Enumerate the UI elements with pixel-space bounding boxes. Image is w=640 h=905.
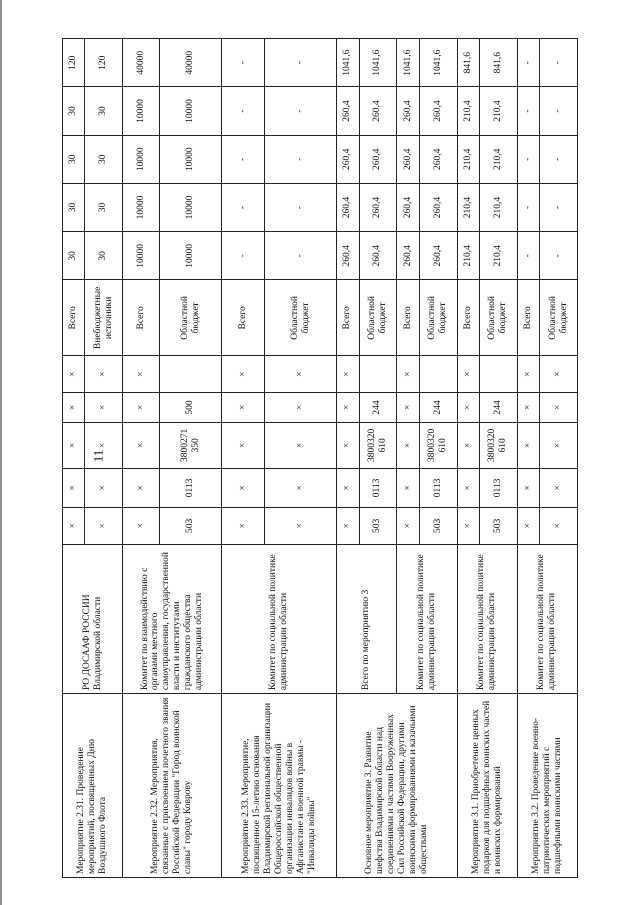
- table-cell: -: [265, 232, 337, 280]
- table-cell: ×: [63, 468, 85, 507]
- table-cell: 260,4: [359, 232, 397, 280]
- table-cell: ×: [123, 468, 160, 507]
- table-cell: Мероприятие 3.2. Проведение военно-патриотических мероприятий с подшефными воинскими частями: [517, 694, 577, 878]
- table-cell: Комитет по социальной политике администрации области: [517, 544, 577, 693]
- table-cell: ×: [265, 356, 337, 393]
- table-row: [222, 39, 265, 878]
- table-cell: 120: [63, 39, 85, 87]
- table-cell: ×: [517, 468, 539, 507]
- table-cell: ×: [265, 507, 337, 544]
- table-cell: ×: [517, 356, 539, 393]
- table-cell: Комитет по социальной политике администрации области: [457, 544, 517, 693]
- table-row: [457, 39, 479, 878]
- table-cell: 210,4: [457, 135, 479, 183]
- table-cell: 260,4: [397, 183, 419, 231]
- table-cell: ×: [540, 356, 578, 393]
- table-cell: 0113: [160, 468, 222, 507]
- table-cell: ×: [85, 422, 123, 468]
- table-cell: ×: [63, 393, 85, 423]
- table-cell: ×: [397, 468, 419, 507]
- table-cell: 30: [63, 183, 85, 231]
- table-cell: 3800320 610: [479, 422, 517, 468]
- table-row: [123, 39, 160, 878]
- table-cell: -: [222, 135, 265, 183]
- table-cell: 244: [419, 393, 457, 423]
- table-cell: Областной бюджет: [265, 280, 337, 356]
- table-cell: Областной бюджет: [419, 280, 457, 356]
- table-cell: -: [517, 135, 539, 183]
- table-cell: 120: [85, 39, 123, 87]
- table-cell: 244: [359, 393, 397, 423]
- table-cell: 10000: [123, 135, 160, 183]
- table-cell: 30: [63, 232, 85, 280]
- table-cell: 30: [85, 232, 123, 280]
- table-cell: -: [517, 87, 539, 135]
- table-cell: [160, 356, 222, 393]
- table-cell: ×: [337, 393, 359, 423]
- table-cell: Всего: [517, 280, 539, 356]
- table-cell: Мероприятие 2.32. Мероприятия, связанные с присвоением почетного звания Российской Федерации "Город воинской славы" городу Коврову: [123, 694, 222, 878]
- table-cell: ×: [540, 393, 578, 423]
- table-cell: 0113: [419, 468, 457, 507]
- table-cell: ×: [265, 468, 337, 507]
- table-cell: 210,4: [479, 135, 517, 183]
- table-cell: 500: [160, 393, 222, 423]
- table-cell: 260,4: [337, 87, 359, 135]
- table-cell: [479, 356, 517, 393]
- table-cell: ×: [517, 422, 539, 468]
- table-cell: Всего: [337, 280, 359, 356]
- table-cell: Областной бюджет: [540, 280, 578, 356]
- table-cell: Всего: [222, 280, 265, 356]
- table-cell: 260,4: [419, 87, 457, 135]
- table-cell: ×: [85, 356, 123, 393]
- table-row: [337, 39, 359, 878]
- table-cell: Внебюджетные источники: [85, 280, 123, 356]
- table-cell: 260,4: [337, 183, 359, 231]
- table-cell: 0113: [479, 468, 517, 507]
- table-cell: 260,4: [359, 135, 397, 183]
- table-cell: Мероприятие 3.1. Приобретение ценных подарков для подшефных воинских частей и воинских формирований: [457, 694, 517, 878]
- table-cell: 260,4: [419, 232, 457, 280]
- table-cell: -: [540, 39, 578, 87]
- table-cell: -: [540, 135, 578, 183]
- table-cell: -: [540, 232, 578, 280]
- table-cell: Комитет по взаимодействию с органами местного самоуправления, государственной власти и институтами гражданского общества администрации области: [123, 544, 222, 693]
- table-cell: 503: [359, 507, 397, 544]
- table-cell: ×: [540, 468, 578, 507]
- table-cell: 3800271 350: [160, 422, 222, 468]
- table-cell: ×: [85, 393, 123, 423]
- table-cell: 3800320 610: [359, 422, 397, 468]
- scan-edge: [0, 0, 2, 905]
- table-cell: 260,4: [419, 135, 457, 183]
- table-cell: ×: [337, 507, 359, 544]
- table-cell: 10000: [160, 87, 222, 135]
- table-cell: ×: [63, 356, 85, 393]
- table-cell: ×: [457, 393, 479, 423]
- table-cell: 0113: [359, 468, 397, 507]
- table-cell: ×: [85, 507, 123, 544]
- table-cell: 10000: [123, 87, 160, 135]
- table-cell: Мероприятие 2.33. Мероприятие, посвященное 15-летию основания Владимирской региональной организации Общероссийской общественной организации инвалидов войны в Афганистане и военной травмы - "Инвалиды войны": [222, 694, 337, 878]
- table-cell: ×: [222, 393, 265, 423]
- table-cell: 210,4: [457, 87, 479, 135]
- table-cell: Всего: [457, 280, 479, 356]
- table-cell: ×: [123, 422, 160, 468]
- table-cell: 244: [479, 393, 517, 423]
- table-cell: 260,4: [359, 87, 397, 135]
- table-cell: ×: [517, 393, 539, 423]
- table-cell: [419, 356, 457, 393]
- table-cell: 210,4: [479, 87, 517, 135]
- table-cell: -: [540, 183, 578, 231]
- table-cell: 30: [85, 135, 123, 183]
- table-cell: 10000: [123, 232, 160, 280]
- table-cell: -: [265, 183, 337, 231]
- table-cell: 10000: [123, 183, 160, 231]
- table-cell: ×: [337, 356, 359, 393]
- table-cell: 10000: [160, 232, 222, 280]
- table-cell: ×: [222, 507, 265, 544]
- table-cell: ×: [397, 507, 419, 544]
- table-cell: 10000: [160, 183, 222, 231]
- table-cell: ×: [85, 468, 123, 507]
- table-cell: 210,4: [457, 183, 479, 231]
- table-cell: 1041,6: [397, 39, 419, 87]
- table-cell: ×: [517, 507, 539, 544]
- table-cell: Всего: [397, 280, 419, 356]
- table-cell: 260,4: [337, 135, 359, 183]
- table-cell: 503: [160, 507, 222, 544]
- table-cell: ×: [457, 422, 479, 468]
- table-cell: ×: [123, 356, 160, 393]
- table-cell: ×: [123, 507, 160, 544]
- table-cell: Комитет по социальной политике администрации области: [397, 544, 457, 693]
- table-cell: ×: [123, 393, 160, 423]
- table-cell: 40000: [123, 39, 160, 87]
- table-cell: ×: [397, 422, 419, 468]
- table-cell: -: [517, 232, 539, 280]
- rotated-table-area: [62, 38, 578, 878]
- table-cell: 30: [85, 183, 123, 231]
- table-cell: 30: [85, 87, 123, 135]
- table-cell: -: [517, 39, 539, 87]
- table-cell: ×: [337, 468, 359, 507]
- table-cell: Основное мероприятие 3. Развитие шефства Владимирской области над соединениями и частями Вооруженных Сил Российской Федерации, другими воинскими формированиями и казачьими обществами: [337, 694, 457, 878]
- table-cell: -: [265, 135, 337, 183]
- table-cell: РО ДОСААФ РОССИИ Владимирской области: [63, 544, 123, 693]
- table-row: [517, 39, 539, 878]
- table-cell: ×: [222, 356, 265, 393]
- table-cell: 260,4: [337, 232, 359, 280]
- table-cell: 260,4: [397, 87, 419, 135]
- table-cell: Областной бюджет: [359, 280, 397, 356]
- table-cell: Комитет по социальной политике администрации области: [222, 544, 337, 693]
- page-number: 11: [90, 449, 106, 463]
- table-cell: ×: [63, 422, 85, 468]
- table-cell: -: [222, 183, 265, 231]
- table-body: [63, 39, 578, 878]
- table-cell: -: [222, 232, 265, 280]
- rotated-table: [62, 38, 578, 878]
- table-cell: Мероприятие 2.31. Проведение мероприятий, посвященных Дню Воздушного Флота: [63, 694, 123, 878]
- table-cell: 40000: [160, 39, 222, 87]
- table-cell: 260,4: [359, 183, 397, 231]
- table-cell: ×: [397, 393, 419, 423]
- table-cell: Всего: [123, 280, 160, 356]
- table-cell: ×: [457, 356, 479, 393]
- table-cell: 210,4: [479, 232, 517, 280]
- table-cell: ×: [265, 393, 337, 423]
- table-cell: Областной бюджет: [160, 280, 222, 356]
- table-cell: 1041,6: [419, 39, 457, 87]
- table-cell: [359, 356, 397, 393]
- table-cell: ×: [540, 507, 578, 544]
- table-cell: ×: [222, 468, 265, 507]
- table-cell: -: [265, 87, 337, 135]
- table-cell: Всего: [63, 280, 85, 356]
- table-cell: 503: [479, 507, 517, 544]
- table-cell: -: [540, 87, 578, 135]
- table-cell: 841,6: [457, 39, 479, 87]
- table-cell: ×: [397, 356, 419, 393]
- table-cell: ×: [63, 507, 85, 544]
- table-cell: Областной бюджет: [479, 280, 517, 356]
- table-cell: 260,4: [419, 183, 457, 231]
- table-cell: 260,4: [397, 135, 419, 183]
- table-cell: 210,4: [457, 232, 479, 280]
- table-cell: -: [265, 39, 337, 87]
- table-row: [63, 39, 85, 878]
- table-cell: ×: [457, 507, 479, 544]
- table-cell: ×: [265, 422, 337, 468]
- table-cell: 3800320 610: [419, 422, 457, 468]
- budget-table: [62, 38, 578, 878]
- table-cell: 841,6: [479, 39, 517, 87]
- table-cell: 210,4: [479, 183, 517, 231]
- table-cell: ×: [337, 422, 359, 468]
- table-cell: 10000: [160, 135, 222, 183]
- table-cell: 30: [63, 87, 85, 135]
- table-cell: ×: [222, 422, 265, 468]
- table-cell: 1041,6: [337, 39, 359, 87]
- table-cell: 503: [419, 507, 457, 544]
- table-cell: 260,4: [397, 232, 419, 280]
- table-cell: ×: [457, 468, 479, 507]
- table-cell: -: [222, 39, 265, 87]
- table-cell: 1041,6: [359, 39, 397, 87]
- table-cell: -: [517, 183, 539, 231]
- table-cell: 30: [63, 135, 85, 183]
- table-cell: -: [222, 87, 265, 135]
- table-cell: Всего по мероприятию 3: [337, 544, 397, 693]
- table-cell: ×: [540, 422, 578, 468]
